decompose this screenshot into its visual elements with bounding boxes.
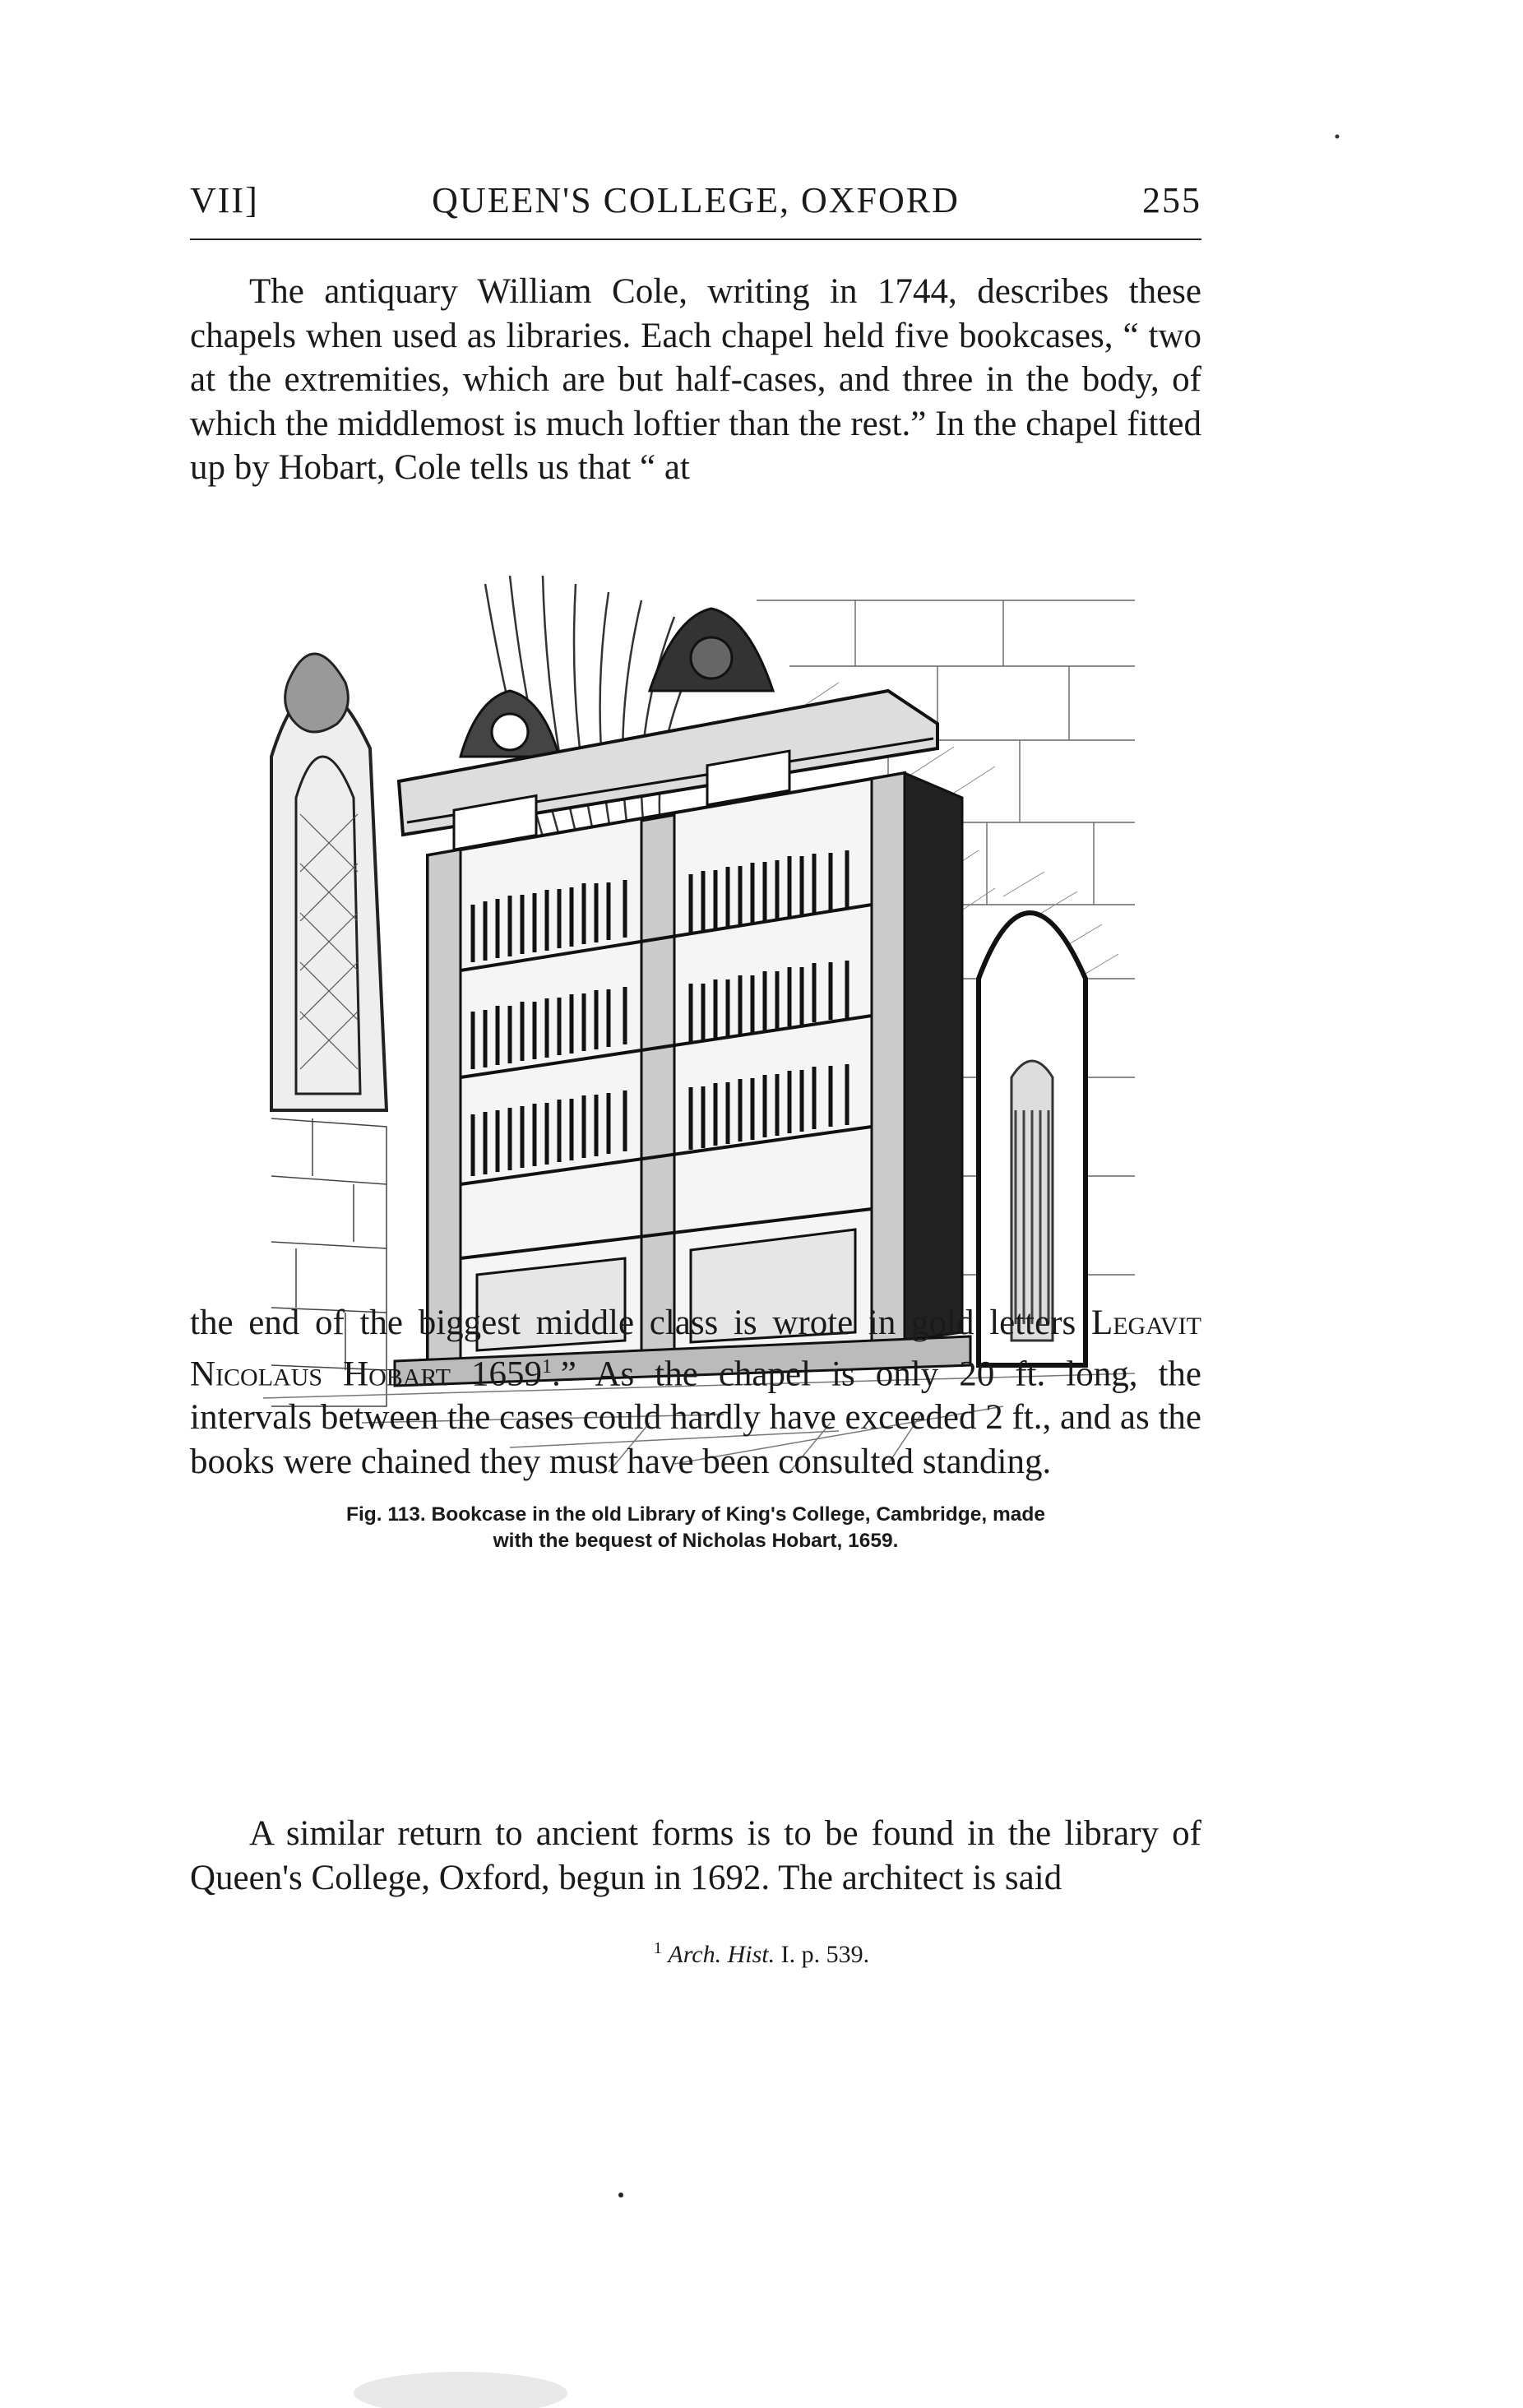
paragraph-2-end: .” As the chapel is only 20 ft. long, the intervals between the cases could hardly have exceeded 2 ft., and as the books were chained they must have been consulted standing.	[190, 1354, 1202, 1481]
paragraph-1: The antiquary William Cole, writing in 1744, describes these chapels when used as libraries. Each chapel held five bookcases, “ two at the extremities, which are but half-cases, and three in the body, of which the middlemost is much loftier than the rest.” In the chapel fitted up by Hobart, Cole tells us that “ at	[190, 272, 1201, 487]
footnote-mark: 1	[653, 1939, 662, 1957]
chapter-number: VII]	[190, 180, 259, 220]
bookcase	[395, 609, 970, 1386]
caption-line-2: with the bequest of Nicholas Hobart, 1659.	[493, 1530, 899, 1552]
arched-doorway	[979, 913, 1086, 1365]
footnote-source: Arch. Hist.	[668, 1941, 775, 1968]
gothic-window	[271, 654, 387, 1110]
figure-caption	[190, 1502, 1201, 1554]
figure-label: Fig. 113.	[346, 1503, 426, 1526]
footnote-reference-text: I. p. 539.	[780, 1941, 870, 1968]
paragraph-2-start: the end of the biggest middle class is wrote in gold letters	[190, 1304, 1091, 1342]
scan-smudge	[345, 2360, 576, 2408]
page-speck	[1334, 132, 1340, 141]
header-rule	[190, 238, 1201, 240]
inscription: Legavit Nicolaus Hobart	[190, 1304, 1201, 1393]
paragraph-3: A similar return to ancient forms is to be found in the library of Queen's College, Oxford, begun in 1692. The architect is said	[190, 1814, 1201, 1897]
running-title: QUEEN'S COLLEGE, OXFORD	[432, 180, 960, 220]
page-number: 255	[1142, 180, 1201, 220]
footnote	[0, 1939, 1523, 1969]
caption-line-1: Bookcase in the old Library of King's College, Cambridge, made	[431, 1503, 1045, 1526]
footnote-reference: 1	[542, 1355, 553, 1378]
page-speck	[617, 2191, 625, 2199]
paragraph-2	[190, 1301, 1201, 1484]
running-header	[190, 179, 1201, 225]
inscription-year: 1659	[471, 1354, 543, 1393]
